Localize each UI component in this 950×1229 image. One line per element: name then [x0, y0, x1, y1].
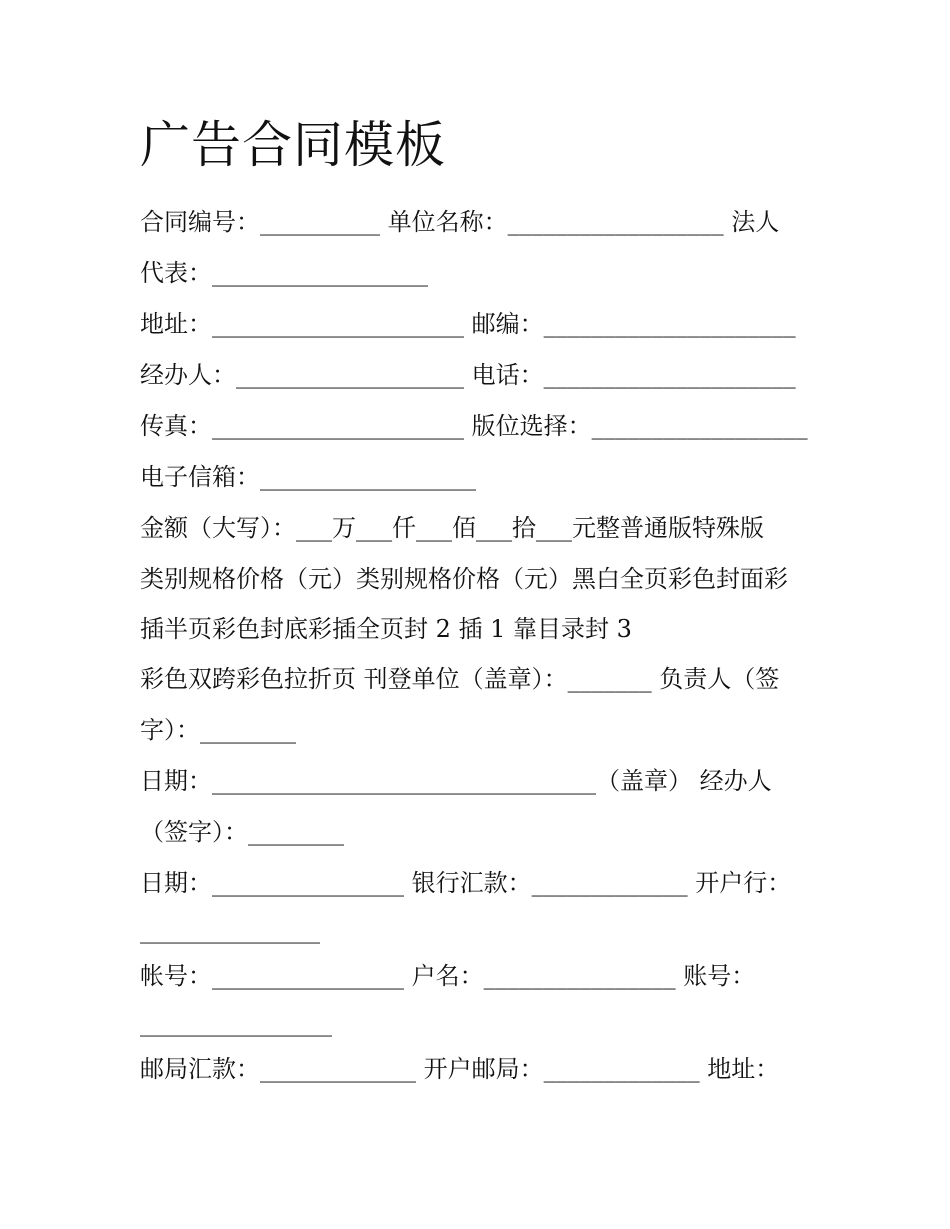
- contract-line-2: 代表：__________________: [140, 259, 428, 287]
- contract-line-17: ________________: [140, 1009, 332, 1037]
- contract-line-18: 邮局汇款：_____________ 开户邮局：_____________ 地址：: [140, 1055, 780, 1083]
- contract-line-13: （签字）：________: [140, 818, 344, 846]
- contract-line-9: 插半页彩色封底彩插全页封 2 插 1 靠目录封 3: [140, 615, 632, 643]
- contract-line-10: 彩色双跨彩色拉折页 刊登单位（盖章）：_______ 负责人（签: [140, 665, 780, 693]
- contract-line-16: 帐号：________________ 户名：________________ 账号：: [140, 962, 756, 990]
- document-title: 广告合同模板: [140, 116, 446, 174]
- contract-line-11: 字）：________: [140, 716, 296, 744]
- contract-line-6: 电子信箱：__________________: [140, 463, 476, 491]
- contract-line-4: 经办人：___________________ 电话：_____________________: [140, 361, 796, 389]
- contract-line-15: _______________: [140, 916, 320, 944]
- contract-line-5: 传真：_____________________ 版位选择：__________________: [140, 412, 808, 440]
- contract-line-14: 日期：________________ 银行汇款：_____________ 开户行：: [140, 869, 792, 897]
- contract-line-3: 地址：_____________________ 邮编：_____________________: [140, 310, 796, 338]
- contract-line-8: 类别规格价格（元）类别规格价格（元）黑白全页彩色封面彩: [140, 565, 788, 593]
- contract-line-12: 日期：________________________________（盖章） 经办人: [140, 767, 772, 795]
- contract-line-1: 合同编号：__________ 单位名称：__________________ 法人: [140, 208, 780, 236]
- contract-line-7: 金额（大写）：___万___仟___佰___拾___元整普通版特殊版: [140, 514, 764, 542]
